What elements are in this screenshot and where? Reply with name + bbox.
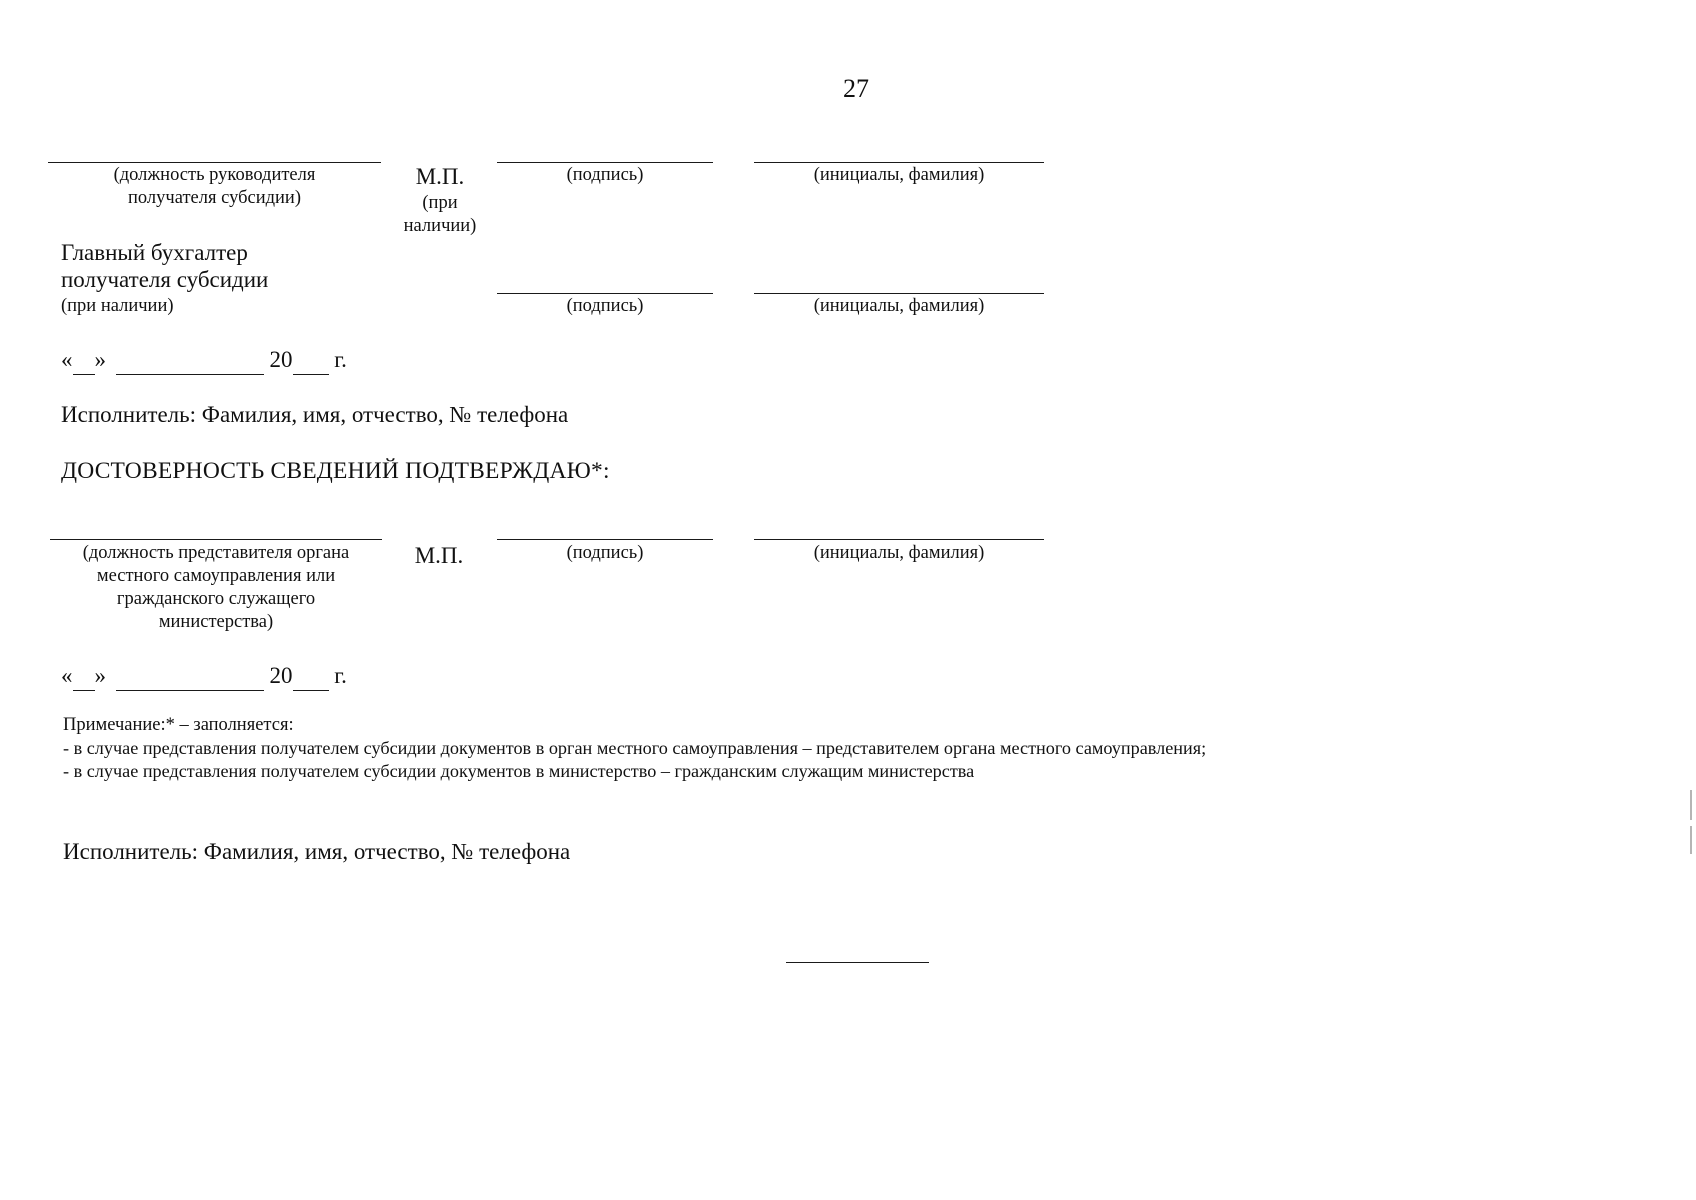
date-row-2	[61, 662, 347, 691]
position-line	[48, 162, 381, 163]
accountant-initials-line	[754, 293, 1044, 294]
page-number: 27	[843, 74, 869, 103]
accountant-signature-caption: (подпись)	[566, 296, 644, 316]
date-open-quote: «	[61, 663, 73, 688]
year-blank	[293, 662, 329, 691]
stamp-place-note	[390, 192, 490, 238]
rep-initials-caption: (инициалы, фамилия)	[813, 543, 985, 563]
initials-caption: (инициалы, фамилия)	[813, 165, 985, 185]
scan-edge-mark	[1690, 826, 1692, 854]
month-blank	[116, 662, 264, 691]
note-title: Примечание:* – заполняется:	[63, 715, 294, 735]
executor-line-2: Исполнитель: Фамилия, имя, отчество, № телефона	[63, 839, 571, 864]
rep-signature-caption: (подпись)	[566, 543, 644, 563]
signature-line	[497, 162, 713, 163]
rep-position-caption-text: (должность представителя органа местного самоуправления или гражданского служащего министерства)	[82, 543, 350, 632]
month-blank	[116, 346, 264, 375]
year-prefix: 20	[269, 663, 293, 688]
date-open-quote: «	[61, 347, 73, 372]
initials-line	[754, 162, 1044, 163]
signature-caption: (подпись)	[566, 165, 644, 185]
note-item-1: - в случае представления получателем субсидии документов в орган местного самоуправления – представителем органа местного самоуправления;	[63, 738, 1207, 758]
rep-signature-line	[497, 539, 713, 540]
note-item-2: - в случае представления получателем субсидии документов в министерство – гражданским служащим министерства	[63, 761, 975, 781]
date-close-quote: »	[94, 663, 106, 688]
scan-edge-mark	[1690, 790, 1692, 820]
rep-stamp-place-label: М.П.	[414, 543, 464, 568]
stamp-place-label: М.П.	[415, 164, 465, 189]
confirmation-heading: ДОСТОВЕРНОСТЬ СВЕДЕНИЙ ПОДТВЕРЖДАЮ*:	[61, 458, 610, 484]
accountant-title-line1: Главный бухгалтер	[61, 240, 248, 265]
rep-position-caption	[50, 542, 382, 634]
year-suffix: г.	[334, 663, 347, 688]
stamp-place-note-text: (при наличии)	[403, 193, 477, 236]
rep-initials-line	[754, 539, 1044, 540]
position-caption-text: (должность руководителя получателя субсидии)	[113, 165, 316, 208]
accountant-note: (при наличии)	[61, 296, 174, 316]
accountant-initials-caption: (инициалы, фамилия)	[813, 296, 985, 316]
day-blank	[73, 662, 95, 691]
day-blank	[73, 346, 95, 375]
accountant-signature-line	[497, 293, 713, 294]
year-suffix: г.	[334, 347, 347, 372]
year-prefix: 20	[269, 347, 293, 372]
year-blank	[293, 346, 329, 375]
accountant-title-line2: получателя субсидии	[61, 267, 269, 292]
end-separator	[786, 962, 929, 963]
executor-line-1: Исполнитель: Фамилия, имя, отчество, № телефона	[61, 402, 569, 427]
date-close-quote: »	[94, 347, 106, 372]
rep-position-line	[50, 539, 382, 540]
date-row-1	[61, 346, 347, 375]
position-caption	[48, 164, 381, 210]
